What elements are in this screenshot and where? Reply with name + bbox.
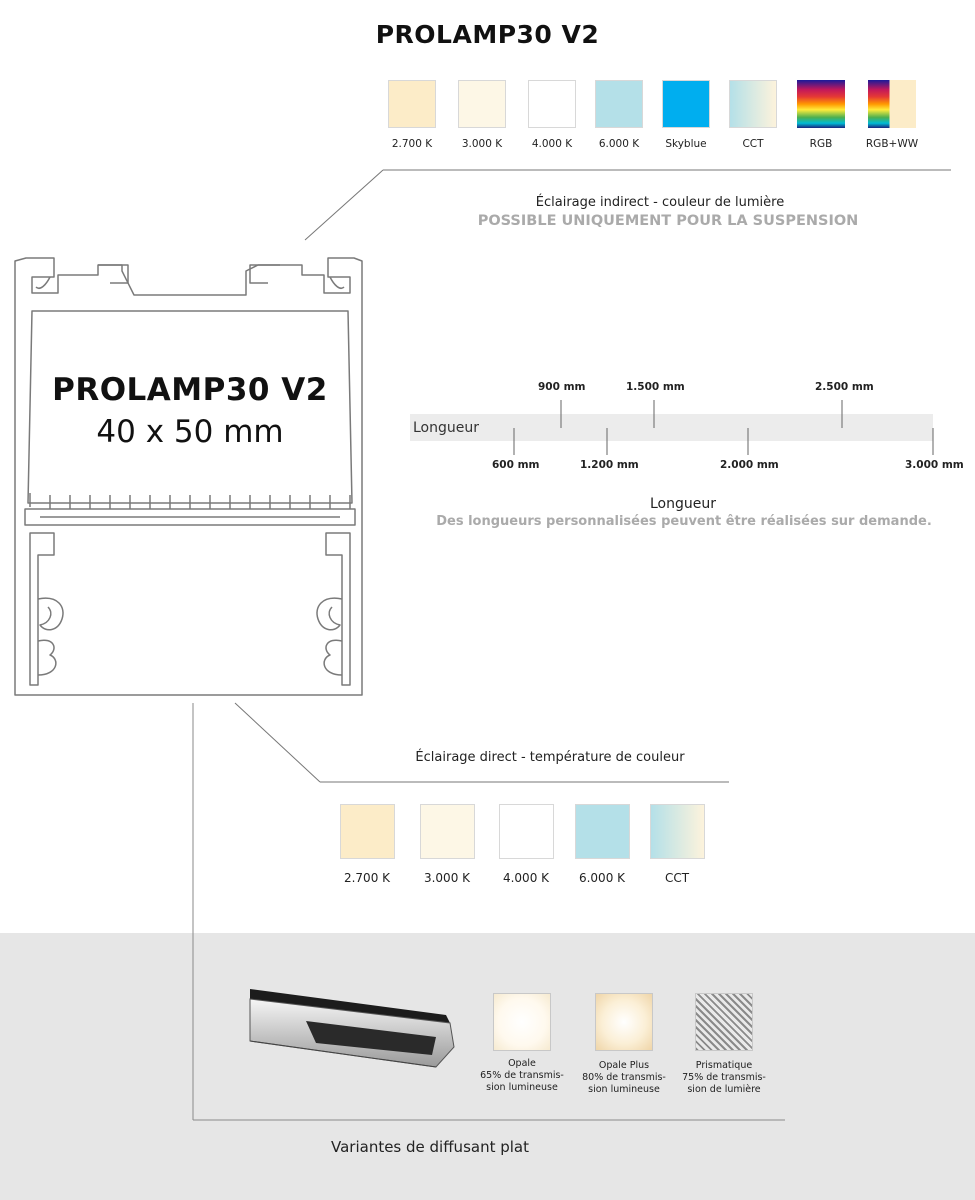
diffuser-label: sion lumineuse [486,1082,558,1093]
direct-swatch-label: 4.000 K [502,871,550,885]
swatch-label: 6.000 K [598,138,640,150]
direct-swatch-label: 2.700 K [343,871,391,885]
tick-label-900: 900 mm [538,381,586,393]
page-title: PROLAMP30 V2 [375,20,600,49]
diffuser-caption: Variantes de diffusant plat [331,1138,529,1156]
swatch-label: Skyblue [665,138,707,150]
length-note: Des longueurs personnalisées peuvent être réalisées sur demande. [436,514,932,529]
swatch-label: 3.000 K [461,138,503,150]
swatch-label: CCT [742,138,764,150]
diffuser-opale-plus-swatch [595,993,653,1051]
diffuser-opale-swatch [493,993,551,1051]
diffuser-label: Opale [508,1058,536,1069]
indirect-heading: Éclairage indirect - couleur de lumière [535,195,785,210]
direct-swatch-label: 3.000 K [423,871,471,885]
profile-size: 40 x 50 mm [96,414,284,450]
tick-label-1500: 1.500 mm [626,381,685,393]
diffuser-label: 65% de transmis- [480,1070,564,1081]
direct-swatch-label: CCT [664,871,690,885]
diffuser-prismatique-swatch [695,993,753,1051]
diffuser-label: sion de lumière [687,1084,761,1095]
length-heading: Longueur [650,496,716,512]
length-bar-label: Longueur [413,420,479,436]
tick-label-1200: 1.200 mm [580,459,639,471]
diffuser-label: 80% de transmis- [582,1072,666,1083]
direct-heading: Éclairage direct - température de couleur [415,750,685,765]
tick-label-600: 600 mm [492,459,540,471]
diffuser-label: 75% de transmis- [682,1072,766,1083]
swatch-label: RGB [809,138,833,150]
profile-name: PROLAMP30 V2 [52,372,328,408]
diffuser-label: Opale Plus [598,1060,650,1071]
diffuser-label: Prismatique [695,1060,753,1071]
tick-label-2500: 2.500 mm [815,381,874,393]
diffuser-profile-illustration [246,985,461,1070]
swatch-label: RGB+WW [865,138,919,150]
indirect-note: POSSIBLE UNIQUEMENT POUR LA SUSPENSION [477,213,859,229]
swatch-label: 2.700 K [391,138,433,150]
diffuser-label: sion lumineuse [588,1084,660,1095]
swatch-label: 4.000 K [531,138,573,150]
direct-swatch-label: 6.000 K [578,871,626,885]
tick-label-2000: 2.000 mm [720,459,779,471]
tick-label-3000: 3.000 mm [905,459,964,471]
